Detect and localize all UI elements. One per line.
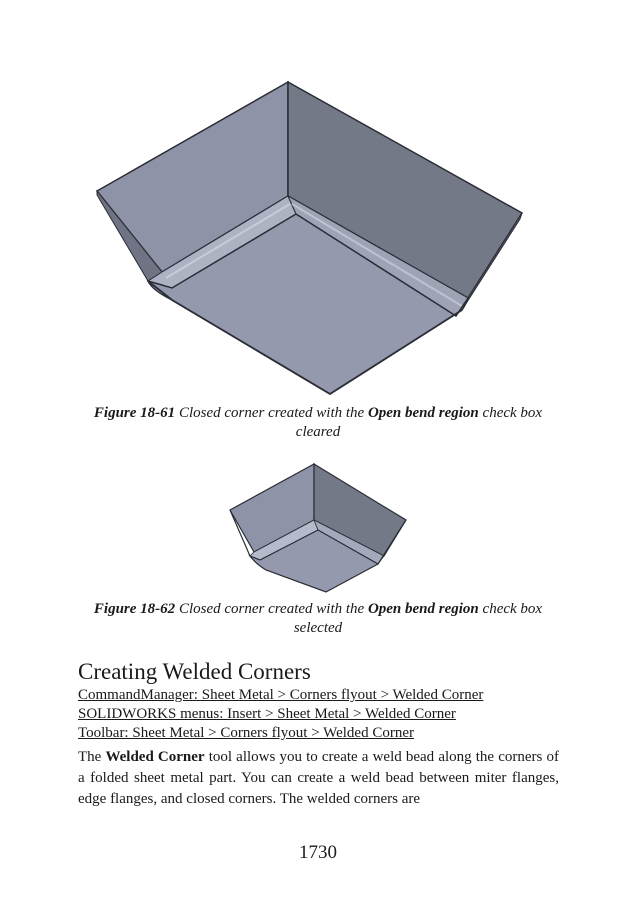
caption-text: check box selected [293, 601, 543, 636]
figure-caption [78, 404, 558, 442]
caption-bold-term: Open bend region [367, 601, 479, 617]
command-paths [78, 686, 483, 743]
figure-caption [78, 600, 558, 638]
caption-text: Closed corner created with the [175, 601, 368, 617]
closed-corner-open-bend-selected-figure [226, 460, 410, 596]
figure-label: Figure 18-61 [93, 405, 176, 421]
caption-bold-term: Open bend region [367, 405, 479, 421]
caption-text: Closed corner created with the [175, 405, 368, 421]
body-text-run: tool allows you to create a weld bead along the corners of a folded sheet metal part. You can create a weld bead between miter flanges, edge flanges, and closed corners. The welded corners are [78, 749, 559, 807]
body-bold-term: Welded Corner [105, 749, 205, 765]
body-text-run: The [78, 749, 106, 765]
closed-corner-open-bend-cleared-figure [90, 78, 530, 398]
command-path-toolbar: Toolbar: Sheet Metal > Corners flyout > Welded Corner [78, 725, 414, 741]
command-path-commandmanager: CommandManager: Sheet Metal > Corners flyout > Welded Corner [78, 687, 484, 703]
figure-label: Figure 18-62 [93, 601, 176, 617]
page-number: 1730 [299, 842, 337, 863]
command-path-menus: SOLIDWORKS menus: Insert > Sheet Metal > Welded Corner [78, 706, 456, 722]
section-heading: Creating Welded Corners [78, 659, 311, 684]
body-paragraph [78, 747, 559, 810]
caption-text: check box cleared [295, 405, 543, 440]
